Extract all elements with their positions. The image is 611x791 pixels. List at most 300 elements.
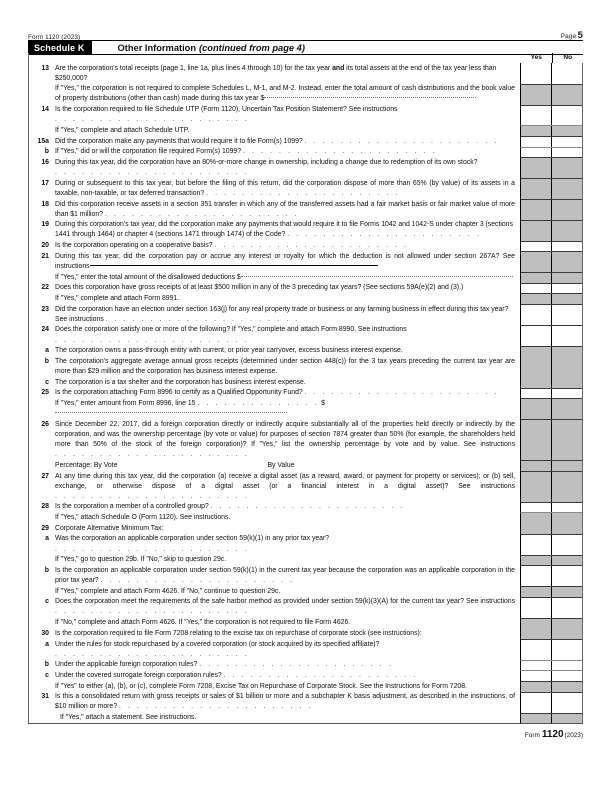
- column-header-no: No: [563, 54, 573, 61]
- leader-dots: . . . . . . . . . . . . . . . . . . . . . .: [55, 492, 250, 500]
- yes-no-cells: [520, 713, 582, 724]
- line-text-content: If "Yes," complete and attach Schedule UTP.: [55, 126, 190, 134]
- yes-no-cells: [520, 398, 582, 419]
- line-text: [55, 565, 520, 586]
- line-text: [55, 460, 520, 471]
- line-text-content: If "Yes," enter the total amount of the disallowed deductions: [55, 273, 236, 281]
- leader-dots: . . . . . . . . . . . . . . . . . . . . . .: [55, 545, 250, 553]
- yes-no-cells: [520, 377, 582, 388]
- yes-no-cells: [520, 125, 582, 136]
- yes-no-cells: [520, 523, 582, 534]
- line-text-content: Are the corporation's total receipts (page 1, line 1a, plus lines 4 through 10) for the tax year and its total assets at the end of the tax year less than $250,000?: [55, 64, 497, 82]
- no-checkbox-cell: [552, 523, 582, 534]
- yes-no-cells: [520, 346, 582, 357]
- form-line-c: [28, 377, 582, 388]
- form-line-b: [28, 356, 582, 377]
- no-checkbox-cell: [552, 126, 582, 136]
- yes-no-cells: [520, 512, 582, 523]
- no-checkbox-cell: [552, 587, 582, 597]
- no-checkbox-cell[interactable]: [552, 389, 582, 399]
- yes-checkbox-cell: [521, 200, 552, 220]
- no-checkbox-cell: [552, 85, 582, 105]
- column-header-yes: Yes: [521, 53, 553, 63]
- yes-checkbox-cell[interactable]: [521, 671, 552, 681]
- line-text: [55, 502, 520, 513]
- form-line-continuation: [28, 125, 582, 136]
- line-text-content: Is the corporation required to file Schedule UTP (Form 1120), Uncertain Tax Position Statement? See instructions: [55, 106, 398, 114]
- page-word: Page: [560, 33, 577, 40]
- line-text: [55, 534, 520, 555]
- line-text: [55, 136, 520, 147]
- line-text-content: During or subsequent to this tax year, but before the filing of this return, did the corporation dispose of more than 65% (by value) of its assets in a taxable, non-taxable, or tax deferred transaction?: [55, 179, 515, 197]
- yes-no-cells: [520, 618, 582, 629]
- line-number: [28, 398, 55, 419]
- no-checkbox-cell[interactable]: [552, 671, 582, 681]
- form-line-continuation: [28, 618, 582, 629]
- yes-no-cells: [520, 555, 582, 566]
- line-text: [55, 398, 520, 419]
- schedule-tag: Schedule K: [28, 41, 92, 54]
- footer-form-word: Form: [524, 732, 540, 739]
- no-checkbox-cell[interactable]: [552, 693, 582, 713]
- form-line-30: [28, 628, 582, 639]
- form-line-continuation: [28, 398, 582, 419]
- line-text: [55, 681, 520, 692]
- line-text: [55, 157, 520, 178]
- line-number: 31: [41, 693, 49, 701]
- line-number: 13: [41, 64, 49, 72]
- line-number: 29: [41, 524, 49, 532]
- line-number: a: [45, 347, 49, 355]
- leader-dots: . . . . . . . . . . . . . . . . . . . . . .: [214, 242, 409, 250]
- yes-checkbox-cell: [521, 619, 552, 629]
- no-checkbox-cell[interactable]: [552, 242, 582, 252]
- leader-dots: . . . . . . . . . . . . . . . . . . . . . .: [199, 661, 394, 669]
- no-checkbox-cell[interactable]: [552, 63, 582, 84]
- yes-checkbox-cell[interactable]: [521, 640, 552, 660]
- form-line-26: [28, 419, 582, 460]
- form-line-b: [28, 147, 582, 158]
- form-body: [28, 53, 583, 723]
- leader-dots: . . . . . . . . . . . . . . . . . . . . . .: [55, 336, 250, 344]
- yes-no-cells: [520, 241, 582, 252]
- line-text-second: By Value: [267, 461, 295, 469]
- line-number: 22: [41, 284, 49, 292]
- leader-dots: . . . . . . . . . . . . . . . . . . . . . .: [304, 137, 499, 145]
- line-number: 30: [41, 629, 49, 637]
- form-line-continuation: [28, 293, 582, 304]
- line-text: [55, 346, 520, 357]
- line-text-content: During this corporation's tax year, did the corporation make any payments that would require it to file Forms 1042 and 1042-S under chapter 3 (sections 1441 through 1464) or chapter 4 (sections 1471 through 1474) of the Code?: [55, 221, 513, 239]
- yes-no-cells: [520, 325, 582, 346]
- line-number: 14: [41, 106, 49, 114]
- line-text: [55, 597, 520, 618]
- line-text: [55, 283, 520, 294]
- yes-checkbox-cell[interactable]: [521, 693, 552, 713]
- form-line-28: [28, 502, 582, 513]
- form-line-25: [28, 388, 582, 399]
- form-line-21: [28, 251, 582, 272]
- line-text-content: If "Yes," did or will the corporation file required Form(s) 1099?: [55, 148, 242, 156]
- form-line-c: [28, 670, 582, 681]
- yes-checkbox-cell[interactable]: [521, 503, 552, 513]
- form-line-31: [28, 692, 582, 713]
- yes-checkbox-cell: [521, 221, 552, 241]
- line-text-content: The corporation owns a pass-through entity with current, or prior year carryover, excess business interest expense.: [55, 347, 403, 355]
- line-text: [55, 272, 520, 283]
- form-line-27: [28, 471, 582, 502]
- line-text: [55, 523, 520, 534]
- no-checkbox-cell: [552, 179, 582, 199]
- line-number: 18: [41, 200, 49, 208]
- no-checkbox-cell: [552, 221, 582, 241]
- line-number: [28, 586, 55, 597]
- yes-checkbox-cell: [521, 399, 552, 419]
- yes-no-cells: [520, 565, 582, 586]
- line-number: 20: [41, 242, 49, 250]
- footer-form-year: (2023): [564, 732, 583, 739]
- yes-no-cells: [520, 304, 582, 325]
- yes-checkbox-cell[interactable]: [521, 148, 552, 158]
- line-text: [55, 199, 520, 220]
- form-line-continuation: [28, 586, 582, 597]
- line-number: [28, 293, 55, 304]
- form-line-c: [28, 597, 582, 618]
- leader-dots: . . . . . . . . . . . . . . . . . . . . . .: [242, 148, 438, 156]
- line-text-content: Is the corporation required to file Form 7208 relating to the excise tax on repurchase of corporate stock (see instructions):: [55, 629, 422, 637]
- line-text-content: Does the corporation meet the requirements of the safe harbor method as provided under section 59(k)(3)(A) for the current tax year? See instructions: [55, 598, 515, 606]
- schedule-title-text: Other Information: [117, 42, 197, 53]
- yes-checkbox-cell[interactable]: [521, 326, 552, 346]
- line-number: [28, 618, 55, 629]
- line-text-content: Is the corporation a member of a controlled group?: [55, 503, 209, 511]
- line-text-content: If "Yes," complete and attach Form 8991.: [55, 294, 180, 302]
- line-text-content: If "Yes," attach Schedule O (Form 1120). See instructions.: [55, 514, 231, 522]
- no-checkbox-cell: [552, 420, 582, 460]
- yes-no-cells: [520, 147, 582, 158]
- form-id-label: Form 1120 (2023): [28, 34, 81, 41]
- money-entry-field[interactable]: [55, 412, 287, 413]
- leader-dots: . . . . . . . . . . . . . . . . . . . . . .: [287, 231, 482, 239]
- no-checkbox-cell[interactable]: [552, 598, 582, 618]
- form-line-continuation: [28, 272, 582, 283]
- leader-dots: . . . . . . . . . . . . . . . . . . . . . .: [105, 315, 300, 323]
- dollar-sign: $: [236, 273, 241, 281]
- line-text: [55, 555, 520, 566]
- no-checkbox-cell[interactable]: [552, 640, 582, 660]
- no-checkbox-cell: [552, 158, 582, 178]
- yes-no-cells: [520, 460, 582, 471]
- yes-checkbox-cell: [521, 356, 552, 377]
- form-line-continuation: [28, 512, 582, 523]
- line-number: 25: [41, 389, 49, 397]
- no-checkbox-cell[interactable]: [552, 148, 582, 158]
- yes-no-cells: [520, 670, 582, 681]
- line-text: [55, 670, 520, 681]
- line-text-content: Corporate Alternative Minimum Tax:: [55, 524, 164, 532]
- no-checkbox-cell: [552, 200, 582, 220]
- line-text-content: Is the corporation operating on a cooperative basis?: [55, 242, 213, 250]
- leader-dots: . . . . . . . . . . . . . . . . . . . . . .: [55, 169, 250, 177]
- line-number: c: [45, 672, 49, 679]
- line-text: [55, 63, 520, 84]
- leader-dots: . . . . . . . . . . . . . . . . . . . . . .: [206, 189, 401, 197]
- line-text-content: Is this a consolidated return with gross receipts or sales of $1 billion or more and a subchapter K basis adjustment, as described in the instructions, of $10 million or more?: [55, 693, 515, 711]
- yes-checkbox-cell: [521, 420, 552, 460]
- yes-checkbox-cell: [521, 85, 552, 105]
- yes-no-cells: [520, 356, 582, 377]
- line-text: [55, 241, 520, 252]
- yes-checkbox-cell[interactable]: [521, 598, 552, 618]
- line-number: 17: [41, 179, 49, 187]
- line-text: [55, 105, 520, 126]
- no-checkbox-cell[interactable]: [552, 106, 582, 126]
- no-checkbox-cell: [552, 556, 582, 566]
- leader-dots: . . . . . . . . . . . . . . . . . . . . . .: [55, 116, 250, 124]
- no-checkbox-cell[interactable]: [552, 137, 582, 147]
- no-checkbox-cell: [552, 461, 582, 471]
- no-checkbox-cell[interactable]: [552, 503, 582, 513]
- line-number: [28, 125, 55, 136]
- line-text: [55, 377, 520, 388]
- no-checkbox-cell[interactable]: [552, 661, 582, 671]
- yes-checkbox-cell[interactable]: [521, 63, 552, 84]
- line-number: c: [45, 598, 49, 606]
- form-line-17: [28, 178, 582, 199]
- line-number: [28, 555, 55, 566]
- line-text-content: If "Yes," attach a statement. See instructions.: [60, 714, 197, 722]
- write-in-rule[interactable]: [90, 265, 378, 266]
- leader-dots: . . . . . . . . . . . . . .: [197, 400, 320, 408]
- yes-checkbox-cell: [521, 126, 552, 136]
- line-text: [55, 147, 520, 158]
- line-text-content: Does the corporation satisfy one or more of the following? If "Yes," complete and attach Form 8990. See instructions: [55, 326, 407, 334]
- line-text-content: Did the corporation have an election under section 163(j) for any real property trade or business or any farming business in effect during this tax year? See instructions: [55, 305, 509, 323]
- yes-checkbox-cell: [521, 682, 552, 692]
- form-line-23: [28, 304, 582, 325]
- line-text-content: Under the covered surrogate foreign corporation rules?: [55, 672, 222, 679]
- no-checkbox-cell: [552, 347, 582, 357]
- line-number: [28, 460, 55, 471]
- yes-no-cells: [520, 534, 582, 555]
- yes-checkbox-cell: [521, 347, 552, 357]
- yes-checkbox-cell[interactable]: [521, 242, 552, 252]
- line-number: b: [44, 148, 49, 156]
- no-checkbox-cell: [552, 472, 582, 502]
- line-text-content: Since December 22, 2017, did a foreign corporation directly or indirectly acquire substantially all of the properties held directly or indirectly by the corporation, and was the ownership percentage (by vote or value) for purposes of section 7874 greater than 50% (for example, the shareholders held more than 50% of the stock of the foreign corporation)? If "Yes," list the ownership percentage by vote and by value. See instructions: [55, 420, 515, 449]
- yes-no-cells: [520, 157, 582, 178]
- form-line-18: [28, 199, 582, 220]
- no-checkbox-cell: [552, 377, 582, 388]
- line-text-content: If "No," complete and attach Form 4626. If "Yes," the corporation is not required to file Form 4626.: [55, 619, 351, 627]
- yes-no-cells: [520, 251, 582, 272]
- line-text: [55, 388, 520, 399]
- no-checkbox-cell: [552, 252, 582, 272]
- line-text-content: Percentage: By Vote: [55, 461, 118, 469]
- leader-dots: . . . . . . . . . . . . . . . . . . . . . .: [55, 608, 250, 616]
- line-number: 19: [41, 221, 49, 229]
- yes-checkbox-cell: [521, 714, 552, 724]
- yes-checkbox-cell[interactable]: [521, 284, 552, 294]
- line-number: [28, 681, 55, 692]
- line-text-content: Is the corporation attaching Form 8996 to certify as a Qualified Opportunity Fund?: [55, 389, 303, 397]
- yes-no-cells: [520, 471, 582, 502]
- leader-dots: . . . . . . . . . . . . . . . . . . . . . .: [55, 650, 250, 658]
- line-number: 21: [41, 252, 49, 260]
- line-text: [55, 125, 520, 136]
- yes-no-cells: [520, 136, 582, 147]
- yes-no-cells: [520, 586, 582, 597]
- no-checkbox-cell[interactable]: [552, 284, 582, 294]
- line-text-content: At any time during this tax year, did the corporation (a) receive a digital asset (as a reward, award, or payment for property or services); or (b) sell, exchange, or otherwise dispose of a digital asset (or a financial interest in a digital asset)? See instructions: [55, 472, 515, 490]
- line-number: [28, 272, 55, 283]
- leader-dots: . . . . . . . . . . . . . . . . . . . . . .: [304, 389, 499, 397]
- yes-checkbox-cell: [521, 158, 552, 178]
- yes-no-cells: [520, 220, 582, 241]
- form-line-22: [28, 283, 582, 294]
- line-number: [28, 512, 55, 523]
- form-line-continuation: [28, 713, 582, 724]
- no-checkbox-cell: [552, 399, 582, 419]
- form-line-continuation: [28, 681, 582, 692]
- line-text: [55, 628, 520, 639]
- line-number: 16: [41, 159, 49, 166]
- line-text: [55, 639, 520, 660]
- yes-no-cells: [520, 660, 582, 671]
- yes-no-cells: [520, 283, 582, 294]
- line-text-content: During this tax year, did the corporation pay or accrue any interest or royalty for which the deduction is not allowed under section 267A? See instructions: [55, 252, 515, 270]
- yes-checkbox-cell[interactable]: [521, 106, 552, 126]
- line-text-content: If "Yes," the corporation is not required to complete Schedules L, M-1, and M-2. Instead, enter the total amount of cash distributions and the book value of property distributions (other than cash) made during this tax year: [55, 85, 515, 103]
- yes-no-cells: [520, 419, 582, 460]
- line-text: [55, 512, 520, 523]
- yes-no-cells: [520, 199, 582, 220]
- line-text: [55, 356, 520, 377]
- no-checkbox-cell[interactable]: [552, 326, 582, 346]
- yes-checkbox-cell: [521, 294, 552, 304]
- form-line-b: [28, 660, 582, 671]
- yes-no-cells: [520, 63, 582, 84]
- line-number: b: [44, 566, 49, 574]
- form-line-14: [28, 105, 582, 126]
- no-checkbox-cell: [552, 682, 582, 692]
- money-entry-field[interactable]: [241, 276, 513, 277]
- form-bottom-rule: [28, 723, 583, 724]
- no-checkbox-cell: [552, 273, 582, 283]
- line-text-content: Is the corporation an applicable corporation under section 59(k)(1) in the current tax year because the corporation was an applicable corporation in the prior tax year?: [55, 566, 515, 584]
- leader-dots: . . . . . . . . . . . . . . . . . . . . . .: [223, 672, 418, 679]
- dollar-sign: $: [321, 400, 325, 408]
- form-line-19: [28, 220, 582, 241]
- no-checkbox-cell[interactable]: [552, 535, 582, 555]
- line-number: b: [44, 661, 49, 669]
- yes-checkbox-cell: [521, 179, 552, 199]
- line-text: [55, 178, 520, 199]
- yes-no-cells: [520, 639, 582, 660]
- form-line-a: [28, 639, 582, 660]
- line-text-content: The corporation's aggregate average annual gross receipts (determined under section 448(c)) for the 3 tax years preceding the current tax year are more than $29 million and the corporation has business interest expense.: [55, 357, 515, 375]
- yes-checkbox-cell: [521, 556, 552, 566]
- leader-dots: . . . . . . . . . . . . . . . . . . . . . .: [210, 503, 405, 511]
- form-line-16: [28, 157, 582, 178]
- yes-no-cells: [520, 681, 582, 692]
- yes-checkbox-cell: [521, 273, 552, 283]
- form-line-13: [28, 63, 582, 84]
- no-checkbox-cell[interactable]: [552, 305, 582, 325]
- yes-checkbox-cell: [521, 587, 552, 597]
- dollar-sign: $: [260, 95, 265, 103]
- form-line-a: [28, 346, 582, 357]
- yes-no-cells: [520, 502, 582, 513]
- form-line-24: [28, 325, 582, 346]
- line-text: [55, 304, 520, 325]
- line-number: [28, 713, 55, 724]
- no-checkbox-cell[interactable]: [552, 566, 582, 586]
- yes-checkbox-cell: [521, 523, 552, 534]
- no-checkbox-cell: [552, 628, 582, 639]
- yes-no-cells: [520, 178, 582, 199]
- yes-no-cells: [520, 84, 582, 105]
- yes-no-cells: [520, 388, 582, 399]
- yes-checkbox-cell[interactable]: [521, 535, 552, 555]
- yes-checkbox-cell[interactable]: [521, 661, 552, 671]
- line-number: 24: [41, 326, 49, 334]
- no-checkbox-cell: [552, 619, 582, 629]
- yes-checkbox-cell: [521, 252, 552, 272]
- yes-no-cells: [520, 105, 582, 126]
- line-text-content: Does this corporation have gross receipts of at least $500 million in any of the 3 preceding tax years? (See sections 59A(e)(2) and (3).): [55, 284, 464, 292]
- line-text-content: During this tax year, did the corporation have an 80%-or-more change in ownership, including a change due to redemption of its own stock?: [55, 159, 478, 166]
- yes-checkbox-cell[interactable]: [521, 566, 552, 586]
- line-text: [55, 586, 520, 597]
- line-number: 28: [41, 503, 49, 511]
- yes-checkbox-cell[interactable]: [521, 137, 552, 147]
- line-number: 26: [41, 420, 49, 428]
- line-text: [55, 618, 520, 629]
- line-text: [55, 692, 520, 713]
- line-text: [55, 251, 520, 272]
- yes-no-cells: [520, 597, 582, 618]
- line-text-content: The corporation is a tax shelter and the corporation has business interest expense.: [55, 378, 306, 386]
- money-entry-field[interactable]: [264, 97, 476, 98]
- line-text: [55, 660, 520, 671]
- line-number: b: [44, 357, 49, 365]
- line-number: c: [45, 378, 49, 386]
- yes-checkbox-cell: [521, 472, 552, 502]
- form-line-29: [28, 523, 582, 534]
- line-text-content: If "Yes" to either (a), (b), or (c), complete Form 7208, Excise Tax on Repurchase of Corporate Stock. See the Instructions for Form 7208.: [55, 682, 467, 690]
- form-line-continuation: [28, 460, 582, 471]
- line-text-content: If "Yes," complete and attach Form 4626. If "No," continue to question 29c.: [55, 587, 281, 595]
- no-checkbox-cell: [552, 513, 582, 523]
- yes-checkbox-cell[interactable]: [521, 389, 552, 399]
- no-checkbox-cell: [552, 294, 582, 304]
- schedule-title-note: (continued from page 4): [199, 42, 305, 53]
- line-number: [28, 84, 55, 105]
- line-number: 15a: [37, 137, 49, 145]
- yes-checkbox-cell: [521, 377, 552, 388]
- yes-checkbox-cell[interactable]: [521, 305, 552, 325]
- leader-dots: . . . . . . . . . . . . . . . . . . . . . .: [104, 210, 299, 218]
- line-text: [55, 471, 520, 502]
- form-rows: [28, 63, 583, 723]
- line-text: [55, 713, 520, 724]
- yes-checkbox-cell: [521, 461, 552, 471]
- line-number: a: [45, 535, 49, 543]
- yes-no-cells: [520, 272, 582, 283]
- line-text: [55, 325, 520, 346]
- form-line-a: [28, 534, 582, 555]
